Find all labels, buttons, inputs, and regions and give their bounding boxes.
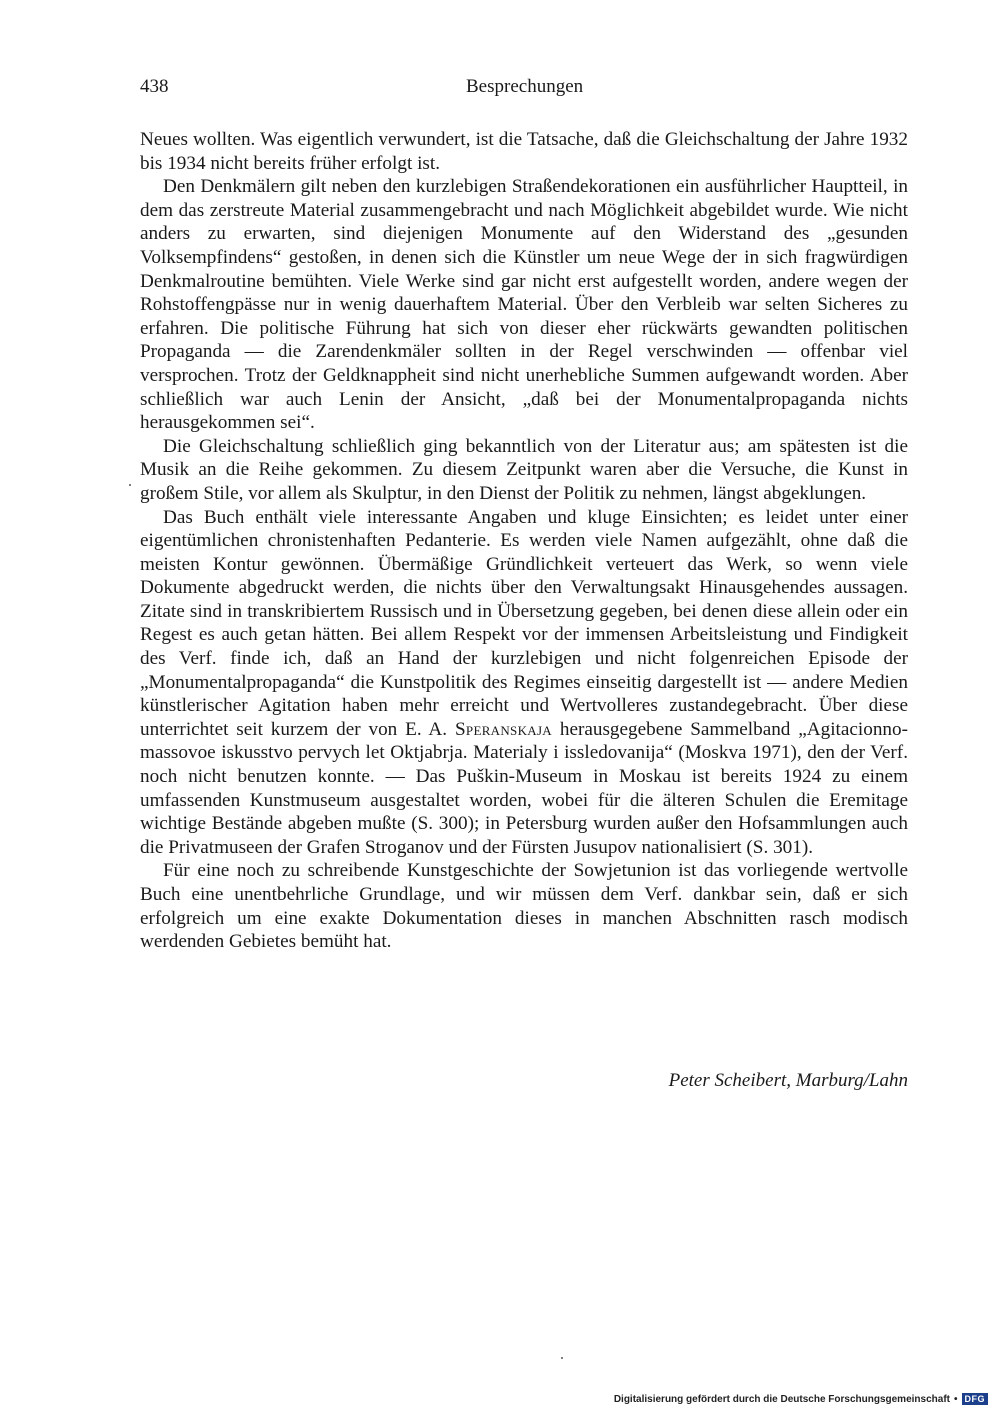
scan-speck <box>129 484 131 486</box>
reviewer-signature: Peter Scheibert, Marburg/Lahn <box>668 1070 908 1091</box>
paragraph-5: Für eine noch zu schreibende Kunstgeschichte der Sowjetunion ist das vorliegende wertvolle Buch eine unentbehrliche Grundlage, und wir müssen dem Verf. dankbar sein, daß er sich erfolgreich um eine exakte Dokumentation dieses in manchen Abschnitten rasch modisch werdenden Gebietes bemüht hat. <box>140 860 908 953</box>
dfg-logo: DFG <box>962 1393 989 1405</box>
digitization-footer <box>614 1393 988 1405</box>
paragraph-1: Neues wollten. Was eigentlich verwundert, ist die Tatsache, daß die Gleichschaltung der Jahre 1932 bis 1934 nicht bereits früher erfolgt ist. <box>140 129 908 174</box>
scan-speck <box>561 1357 563 1359</box>
paragraph-3: Die Gleichschaltung schließlich ging bekanntlich von der Literatur aus; am spätesten ist die Musik an die Reihe gekommen. Zu diesem Zeitpunkt waren aber die Versuche, die Kunst in großem Stile, vor allem als Skulptur, in den Dienst der Politik zu nehmen, längst abgeklungen. <box>140 435 908 504</box>
review-body <box>140 128 908 954</box>
paragraph-4-part-b: herausgegebene Sammelband „Agitacionno-massovoe iskusstvo pervych let Oktjabrja. Materialy i issledovanija“ (Moskva 1971), den der Verf. noch nicht benutzen konnte. — Das Puškin-Museum in Moskau ist bereits 1924 zu einem umfassenden Kunstmuseum ausgestaltet worden, wobei für die älteren Schulen die Eremitage wichtige Bestände abgeben mußte (S. 300); in Petersburg wurden außer den Hofsammlungen auch die Privatmuseen der Grafen Stroganov und der Fürsten Jusupov nationalisiert (S. 301). <box>140 718 909 858</box>
editor-name: Speranskaja <box>454 718 552 740</box>
paragraph-4-part-a: Das Buch enthält viele interessante Angaben und kluge Einsichten; es leidet unter einer eigentümlichen chronistenhaften Pedanterie. Es werden viele Namen aufgezählt, ohne daß die meisten Kontur gewönnen. Übermäßige Gründlichkeit verteuert das Werk, so wenn viele Dokumente abgedruckt werden, die nichts über den Verwaltungsakt Hinausgehendes aussagen. Zitate sind in transkribiertem Russisch und in Übersetzung gegeben, bei denen diese allein oder ein Regest es auch getan hätten. Bei allem Respekt vor der immensen Arbeitsleistung und Findigkeit des Verf. finde ich, daß an Hand der kurzlebigen und nicht folgenreichen Episode der „Monumentalpropaganda“ die Kunstpolitik des Regimes einseitig dargestellt ist — andere Medien künstlerischer Agitation haben mehr erreicht und Wertvolleres zustandegebracht. Über diese unterrichtet seit kurzem der von E. A. <box>140 506 908 740</box>
running-head: Besprechungen <box>466 76 584 97</box>
paragraph-4 <box>140 506 908 860</box>
footer-text: Digitalisierung gefördert durch die Deutsche Forschungsgemeinschaft <box>613 1393 950 1405</box>
page-number: 438 <box>140 76 169 97</box>
paragraph-2: Den Denkmälern gilt neben den kurzlebigen Straßendekorationen ein ausführlicher Hauptteil, in dem das zerstreute Material zusammengebracht und nach Möglichkeit abgebildet wurde. Wie nicht anders zu erwarten, sind diejenigen Monumente auf den Widerstand des „gesunden Volksempfindens“ gestoßen, in denen sich die Künstler um neue Wege der in sich fragwürdigen Denkmalroutine bemühten. Viele Werke sind gar nicht erst aufgestellt worden, andere wegen der Rohstoffengpässe nur in wenig dauerhaftem Material. Über den Verbleib war selten Sicheres zu erfahren. Die politische Führung hat sich von dieser eher rückwärts gewandten politischen Propaganda — die Zarendenkmäler sollten in der Regel verschwinden — offenbar viel versprochen. Trotz der Geldknappheit sind nicht unerhebliche Summen aufgewandt worden. Aber schließlich war auch Lenin der Ansicht, „daß bei der Monumentalpropaganda nichts herausgekommen sei“. <box>140 176 908 434</box>
footer-separator: • <box>953 1393 958 1405</box>
